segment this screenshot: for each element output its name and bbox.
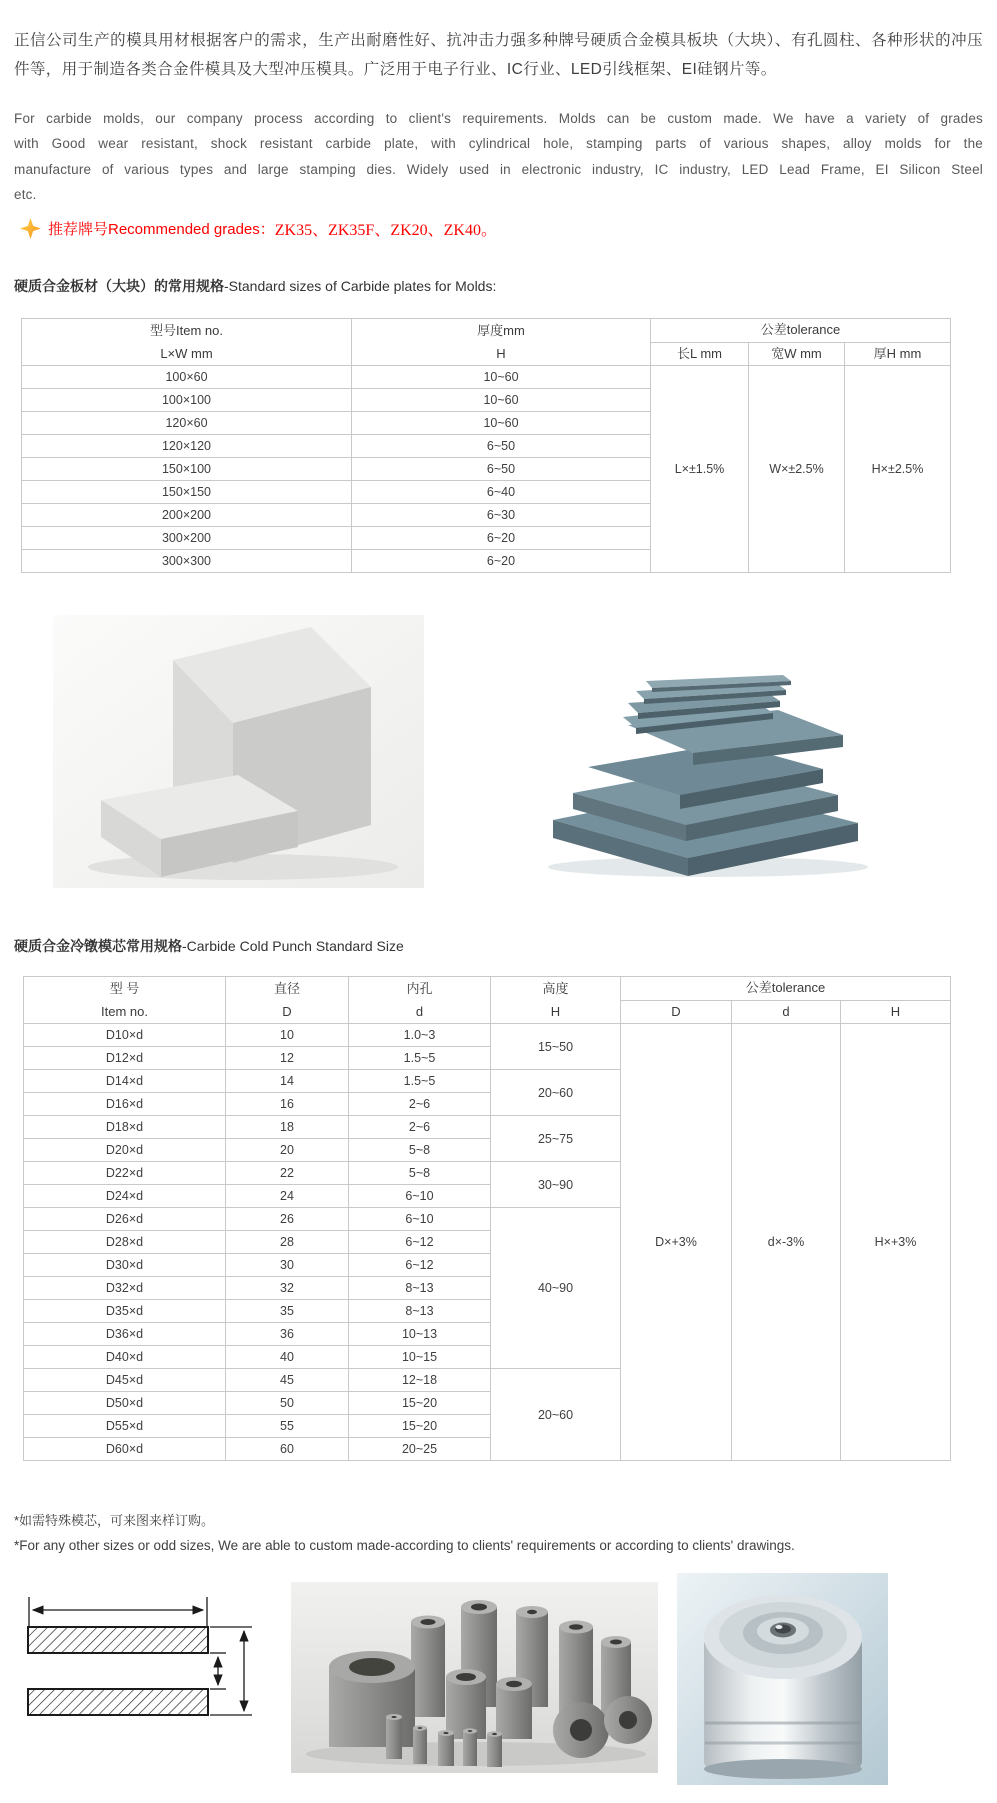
bore-cell: 10~13: [349, 1323, 491, 1346]
diameter-cell: 30: [226, 1254, 349, 1277]
recommended-grades-line: [20, 216, 497, 240]
plates-size-table: [21, 318, 951, 573]
bore-cell: 8~13: [349, 1277, 491, 1300]
item-no-cell: 100×100: [22, 389, 352, 412]
item-no-cell: 120×60: [22, 412, 352, 435]
col-header-tol-l: 长L mm: [651, 342, 749, 366]
col-header-tol-H: H: [841, 1000, 951, 1024]
bore-cell: 12~18: [349, 1369, 491, 1392]
bore-cell: 2~6: [349, 1116, 491, 1139]
diameter-cell: 18: [226, 1116, 349, 1139]
carbide-plates-stack-photo: [528, 655, 880, 880]
item-no-cell: 150×150: [22, 481, 352, 504]
item-no-label: 型号Item no.: [150, 323, 223, 338]
punch-size-table: [23, 976, 951, 1461]
item-no-cell: 150×100: [22, 458, 352, 481]
item-no-cell: D16×d: [24, 1093, 226, 1116]
thickness-cell: 6~40: [352, 481, 651, 504]
bore-label: 内孔: [406, 981, 433, 996]
item-no-cell: D45×d: [24, 1369, 226, 1392]
col-header-tol-d: d: [732, 1000, 841, 1024]
bore-cell: 20~25: [349, 1438, 491, 1461]
item-no-cell: D12×d: [24, 1047, 226, 1070]
tolerance-h-cell: H×±2.5%: [845, 366, 951, 573]
bore-cell: 6~10: [349, 1208, 491, 1231]
item-no-cell: D10×d: [24, 1024, 226, 1047]
punch-title-english: -Carbide Cold Punch Standard Size: [182, 938, 404, 954]
bore-cell: 8~13: [349, 1300, 491, 1323]
col-header-item-no: [24, 977, 226, 1024]
diameter-cell: 36: [226, 1323, 349, 1346]
bore-cell: 15~20: [349, 1392, 491, 1415]
h-unit-label: H: [496, 346, 506, 361]
tolerance-D-cell: D×+3%: [621, 1024, 732, 1461]
thickness-cell: 6~50: [352, 458, 651, 481]
recommended-grades-values: ZK35、ZK35F、ZK20、ZK40。: [274, 221, 497, 239]
bore-cell: 1.5~5: [349, 1070, 491, 1093]
col-header-tol-w: 宽W mm: [749, 342, 845, 366]
diameter-cell: 50: [226, 1392, 349, 1415]
height-sublabel: H: [550, 1004, 561, 1019]
height-group-cell: 20~60: [491, 1070, 621, 1116]
col-header-thickness: [352, 319, 651, 366]
tolerance-H-cell: H×+3%: [841, 1024, 951, 1461]
item-no-cell: D14×d: [24, 1070, 226, 1093]
diameter-cell: 12: [226, 1047, 349, 1070]
recommended-grades-label: 推荐牌号Recommended grades：: [48, 220, 275, 238]
item-no-cell: D18×d: [24, 1116, 226, 1139]
item-no-cell: 100×60: [22, 366, 352, 389]
item-no-cell: D22×d: [24, 1162, 226, 1185]
height-group-cell: 20~60: [491, 1369, 621, 1461]
item-no-cell: D55×d: [24, 1415, 226, 1438]
bore-cell: 5~8: [349, 1139, 491, 1162]
diameter-cell: 60: [226, 1438, 349, 1461]
tolerance-w-cell: W×±2.5%: [749, 366, 845, 573]
polished-die-photo: [677, 1573, 888, 1785]
custom-order-note-english: *For any other sizes or odd sizes, We are able to custom made-according to clients' requirements or according to clients' drawings.: [14, 1537, 795, 1553]
tolerance-d-cell: d×-3%: [732, 1024, 841, 1461]
carbide-blocks-photo: [53, 615, 424, 888]
bore-sublabel: d: [415, 1004, 424, 1019]
thickness-cell: 6~20: [352, 527, 651, 550]
thickness-cell: 10~60: [352, 389, 651, 412]
height-group-cell: 15~50: [491, 1024, 621, 1070]
col-header-bore: [349, 977, 491, 1024]
diameter-cell: 22: [226, 1162, 349, 1185]
bore-cell: 2~6: [349, 1093, 491, 1116]
item-no-sublabel: Item no.: [101, 1004, 148, 1019]
item-no-cell: D40×d: [24, 1346, 226, 1369]
bore-cell: 5~8: [349, 1162, 491, 1185]
plates-title-chinese: 硬质合金板材（大块）的常用规格: [14, 278, 224, 294]
diameter-cell: 26: [226, 1208, 349, 1231]
item-no-cell: D32×d: [24, 1277, 226, 1300]
item-no-cell: D24×d: [24, 1185, 226, 1208]
item-no-cell: 200×200: [22, 504, 352, 527]
bore-cell: 6~10: [349, 1185, 491, 1208]
diameter-cell: 55: [226, 1415, 349, 1438]
height-group-cell: 30~90: [491, 1162, 621, 1208]
col-header-item-no: [22, 319, 352, 366]
diameter-cell: 40: [226, 1346, 349, 1369]
table-row: [24, 1024, 951, 1047]
star-icon: [20, 218, 41, 239]
thickness-cell: 10~60: [352, 366, 651, 389]
bore-cell: 6~12: [349, 1254, 491, 1277]
carbide-punches-photo: [291, 1582, 658, 1773]
punch-title-chinese: 硬质合金冷镦模芯常用规格: [14, 938, 182, 954]
item-no-cell: D28×d: [24, 1231, 226, 1254]
diameter-cell: 32: [226, 1277, 349, 1300]
table-row: [22, 366, 951, 389]
diameter-cell: 45: [226, 1369, 349, 1392]
col-header-height: [491, 977, 621, 1024]
item-no-cell: D26×d: [24, 1208, 226, 1231]
plates-section-title: [14, 276, 496, 296]
col-header-tol-h: 厚H mm: [845, 342, 951, 366]
bore-cell: 1.5~5: [349, 1047, 491, 1070]
item-no-cell: 300×300: [22, 550, 352, 573]
bore-cell: 15~20: [349, 1415, 491, 1438]
diameter-cell: 16: [226, 1093, 349, 1116]
plates-title-english: -Standard sizes of Carbide plates for Molds:: [224, 278, 497, 294]
diameter-cell: 10: [226, 1024, 349, 1047]
intro-paragraph-english: For carbide molds, our company process according to client's requirements. Molds can be custom made. We have a variety of grades with Good wear resistant, shock resistant carbide plate, with cylindrical hole, stamping parts of various shapes, alloy molds for the manufacture of various types and large stamping dies. Widely used in electronic industry, IC industry, LED Lead Frame, EI Silicon Steel etc.: [14, 110, 983, 202]
item-no-cell: D35×d: [24, 1300, 226, 1323]
custom-order-note-chinese: *如需特殊模芯，可来图来样订购。: [14, 1513, 215, 1528]
diameter-label: 直径: [273, 981, 300, 996]
thickness-cell: 6~50: [352, 435, 651, 458]
thickness-cell: 10~60: [352, 412, 651, 435]
bore-cell: 6~12: [349, 1231, 491, 1254]
col-header-tolerance: 公差tolerance: [651, 319, 951, 343]
height-label: 高度: [542, 981, 569, 996]
col-header-tolerance: 公差tolerance: [621, 977, 951, 1001]
item-no-cell: D50×d: [24, 1392, 226, 1415]
die-cross-section-drawing: [20, 1585, 265, 1725]
lw-unit-label: L×W mm: [160, 346, 213, 361]
item-no-cell: D30×d: [24, 1254, 226, 1277]
thickness-label: 厚度mm: [477, 323, 525, 338]
col-header-tol-D: D: [621, 1000, 732, 1024]
punch-section-title: [14, 936, 404, 956]
col-header-diameter: [226, 977, 349, 1024]
thickness-cell: 6~20: [352, 550, 651, 573]
diameter-cell: 20: [226, 1139, 349, 1162]
diameter-sublabel: D: [282, 1004, 292, 1019]
item-no-cell: D60×d: [24, 1438, 226, 1461]
bore-cell: 1.0~3: [349, 1024, 491, 1047]
height-group-cell: 40~90: [491, 1208, 621, 1369]
tolerance-l-cell: L×±1.5%: [651, 366, 749, 573]
thickness-cell: 6~30: [352, 504, 651, 527]
height-group-cell: 25~75: [491, 1116, 621, 1162]
intro-paragraph-chinese: 正信公司生产的模具用材根据客户的需求，生产出耐磨性好、抗冲击力强多种牌号硬质合金模具板块（大块）、有孔圆柱、各种形状的冲压件等，用于制造各类合金件模具及大型冲压模具。广泛用于电子行业、IC行业、LED引线框架、EI硅钢片等。: [14, 31, 983, 78]
diameter-cell: 24: [226, 1185, 349, 1208]
diameter-cell: 14: [226, 1070, 349, 1093]
bore-cell: 10~15: [349, 1346, 491, 1369]
item-no-cell: D36×d: [24, 1323, 226, 1346]
diameter-cell: 28: [226, 1231, 349, 1254]
header-row: [22, 319, 951, 343]
item-no-label: 型 号: [109, 981, 140, 996]
item-no-cell: 300×200: [22, 527, 352, 550]
item-no-cell: D20×d: [24, 1139, 226, 1162]
header-row: [24, 977, 951, 1001]
diameter-cell: 35: [226, 1300, 349, 1323]
item-no-cell: 120×120: [22, 435, 352, 458]
